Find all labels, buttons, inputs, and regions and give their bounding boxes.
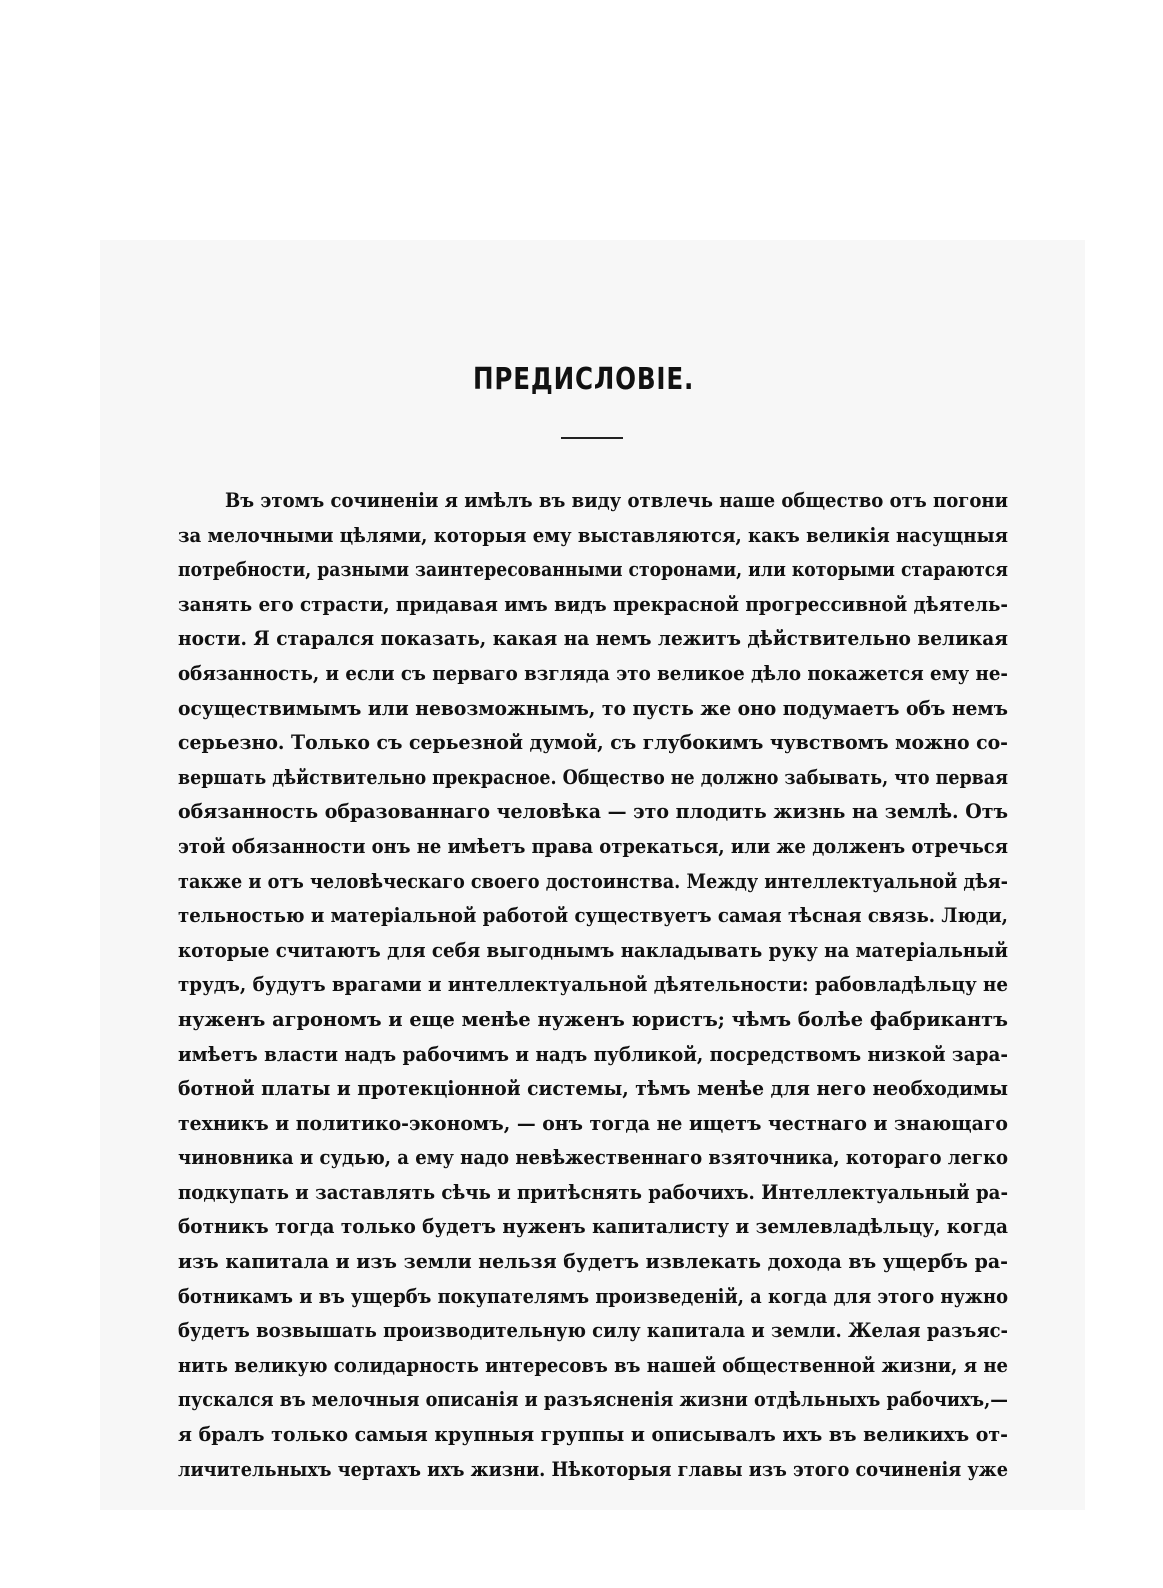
- text-line: ности. Я старался показать, какая на немъ лежитъ дѣйствительно великая: [178, 627, 1008, 651]
- text-line: вершать дѣйствительно прекрасное. Общество не должно забывать, что первая: [178, 765, 1008, 789]
- text-line: имѣетъ власти надъ рабочимъ и надъ публикой, посредствомъ низкой зара-: [178, 1042, 1008, 1066]
- text-line: тельностью и матеріальной работой существуетъ самая тѣсная связь. Люди,: [178, 904, 1008, 928]
- text-line: подкупать и заставлять сѣчь и притѣснять рабочихъ. Интеллектуальный ра-: [178, 1180, 1008, 1204]
- text-line: изъ капитала и изъ земли нельзя будетъ извлекать дохода въ ущербъ ра-: [178, 1250, 1008, 1274]
- text-line: за мелочными цѣлями, которыя ему выставляются, какъ великія насущныя: [178, 523, 1008, 547]
- text-line: ботной платы и протекціонной системы, тѣмъ менѣе для него необходимы: [178, 1077, 1008, 1101]
- text-line: обязанность, и если съ перваго взгляда это великое дѣло покажется ему не-: [178, 661, 1008, 685]
- preface-body: [178, 484, 1008, 1487]
- text-line: серьезно. Только съ серьезной думой, съ глубокимъ чувствомъ можно со-: [178, 731, 1008, 755]
- text-line: ботникъ тогда только будетъ нуженъ капиталисту и землевладѣльцу, когда: [178, 1215, 1008, 1239]
- text-line: Въ этомъ сочиненіи я имѣлъ въ виду отвлечь наше общество отъ погони: [225, 489, 1008, 512]
- text-line: потребности, разными заинтересованными сторонами, или которыми стараются: [178, 558, 1008, 582]
- text-line: я бралъ только самыя крупныя группы и описывалъ ихъ въ великихъ от-: [178, 1423, 1008, 1447]
- page-heading: ПРЕДИСЛОВІЕ.: [472, 362, 695, 397]
- text-line: нить великую солидарность интересовъ въ нашей общественной жизни, я не: [178, 1353, 1008, 1377]
- text-line: чиновника и судью, а ему надо невѣжественнаго взяточника, котораго легко: [178, 1146, 1008, 1170]
- text-line: также и отъ человѣческаго своего достоинства. Между интеллектуальной дѣя-: [178, 869, 1008, 893]
- text-line: техникъ и политико-экономъ, — онъ тогда не ищетъ честнаго и знающаго: [178, 1111, 1008, 1135]
- text-line: ботникамъ и въ ущербъ покупателямъ произведеній, а когда для этого нужно: [178, 1284, 1008, 1308]
- text-line: пускался въ мелочныя описанія и разъясненія жизни отдѣльныхъ рабочихъ,—: [178, 1388, 1008, 1412]
- text-line: занять его страсти, придавая имъ видъ прекрасной прогрессивной дѣятель-: [178, 592, 1008, 616]
- text-line: этой обязанности онъ не имѣетъ права отрекаться, или же долженъ отречься: [178, 834, 1008, 858]
- text-line: личительныхъ чертахъ ихъ жизни. Нѣкоторыя главы изъ этого сочиненія уже: [178, 1457, 1008, 1481]
- text-line: трудъ, будутъ врагами и интеллектуальной дѣятельности: рабовладѣльцу не: [178, 973, 1008, 997]
- text-line: которые считаютъ для себя выгоднымъ накладывать руку на матеріальный: [178, 938, 1008, 962]
- heading-divider: [561, 437, 623, 439]
- text-line: нуженъ агрономъ и еще менѣе нуженъ юристъ; чѣмъ болѣе фабрикантъ: [178, 1007, 1008, 1031]
- text-line: обязанность образованнаго человѣка — это плодить жизнь на землѣ. Отъ: [178, 800, 1008, 824]
- text-line: будетъ возвышать производительную силу капитала и земли. Желая разъяс-: [178, 1319, 1008, 1343]
- text-line: осуществимымъ или невозможнымъ, то пусть же оно подумаетъ объ немъ: [178, 696, 1008, 720]
